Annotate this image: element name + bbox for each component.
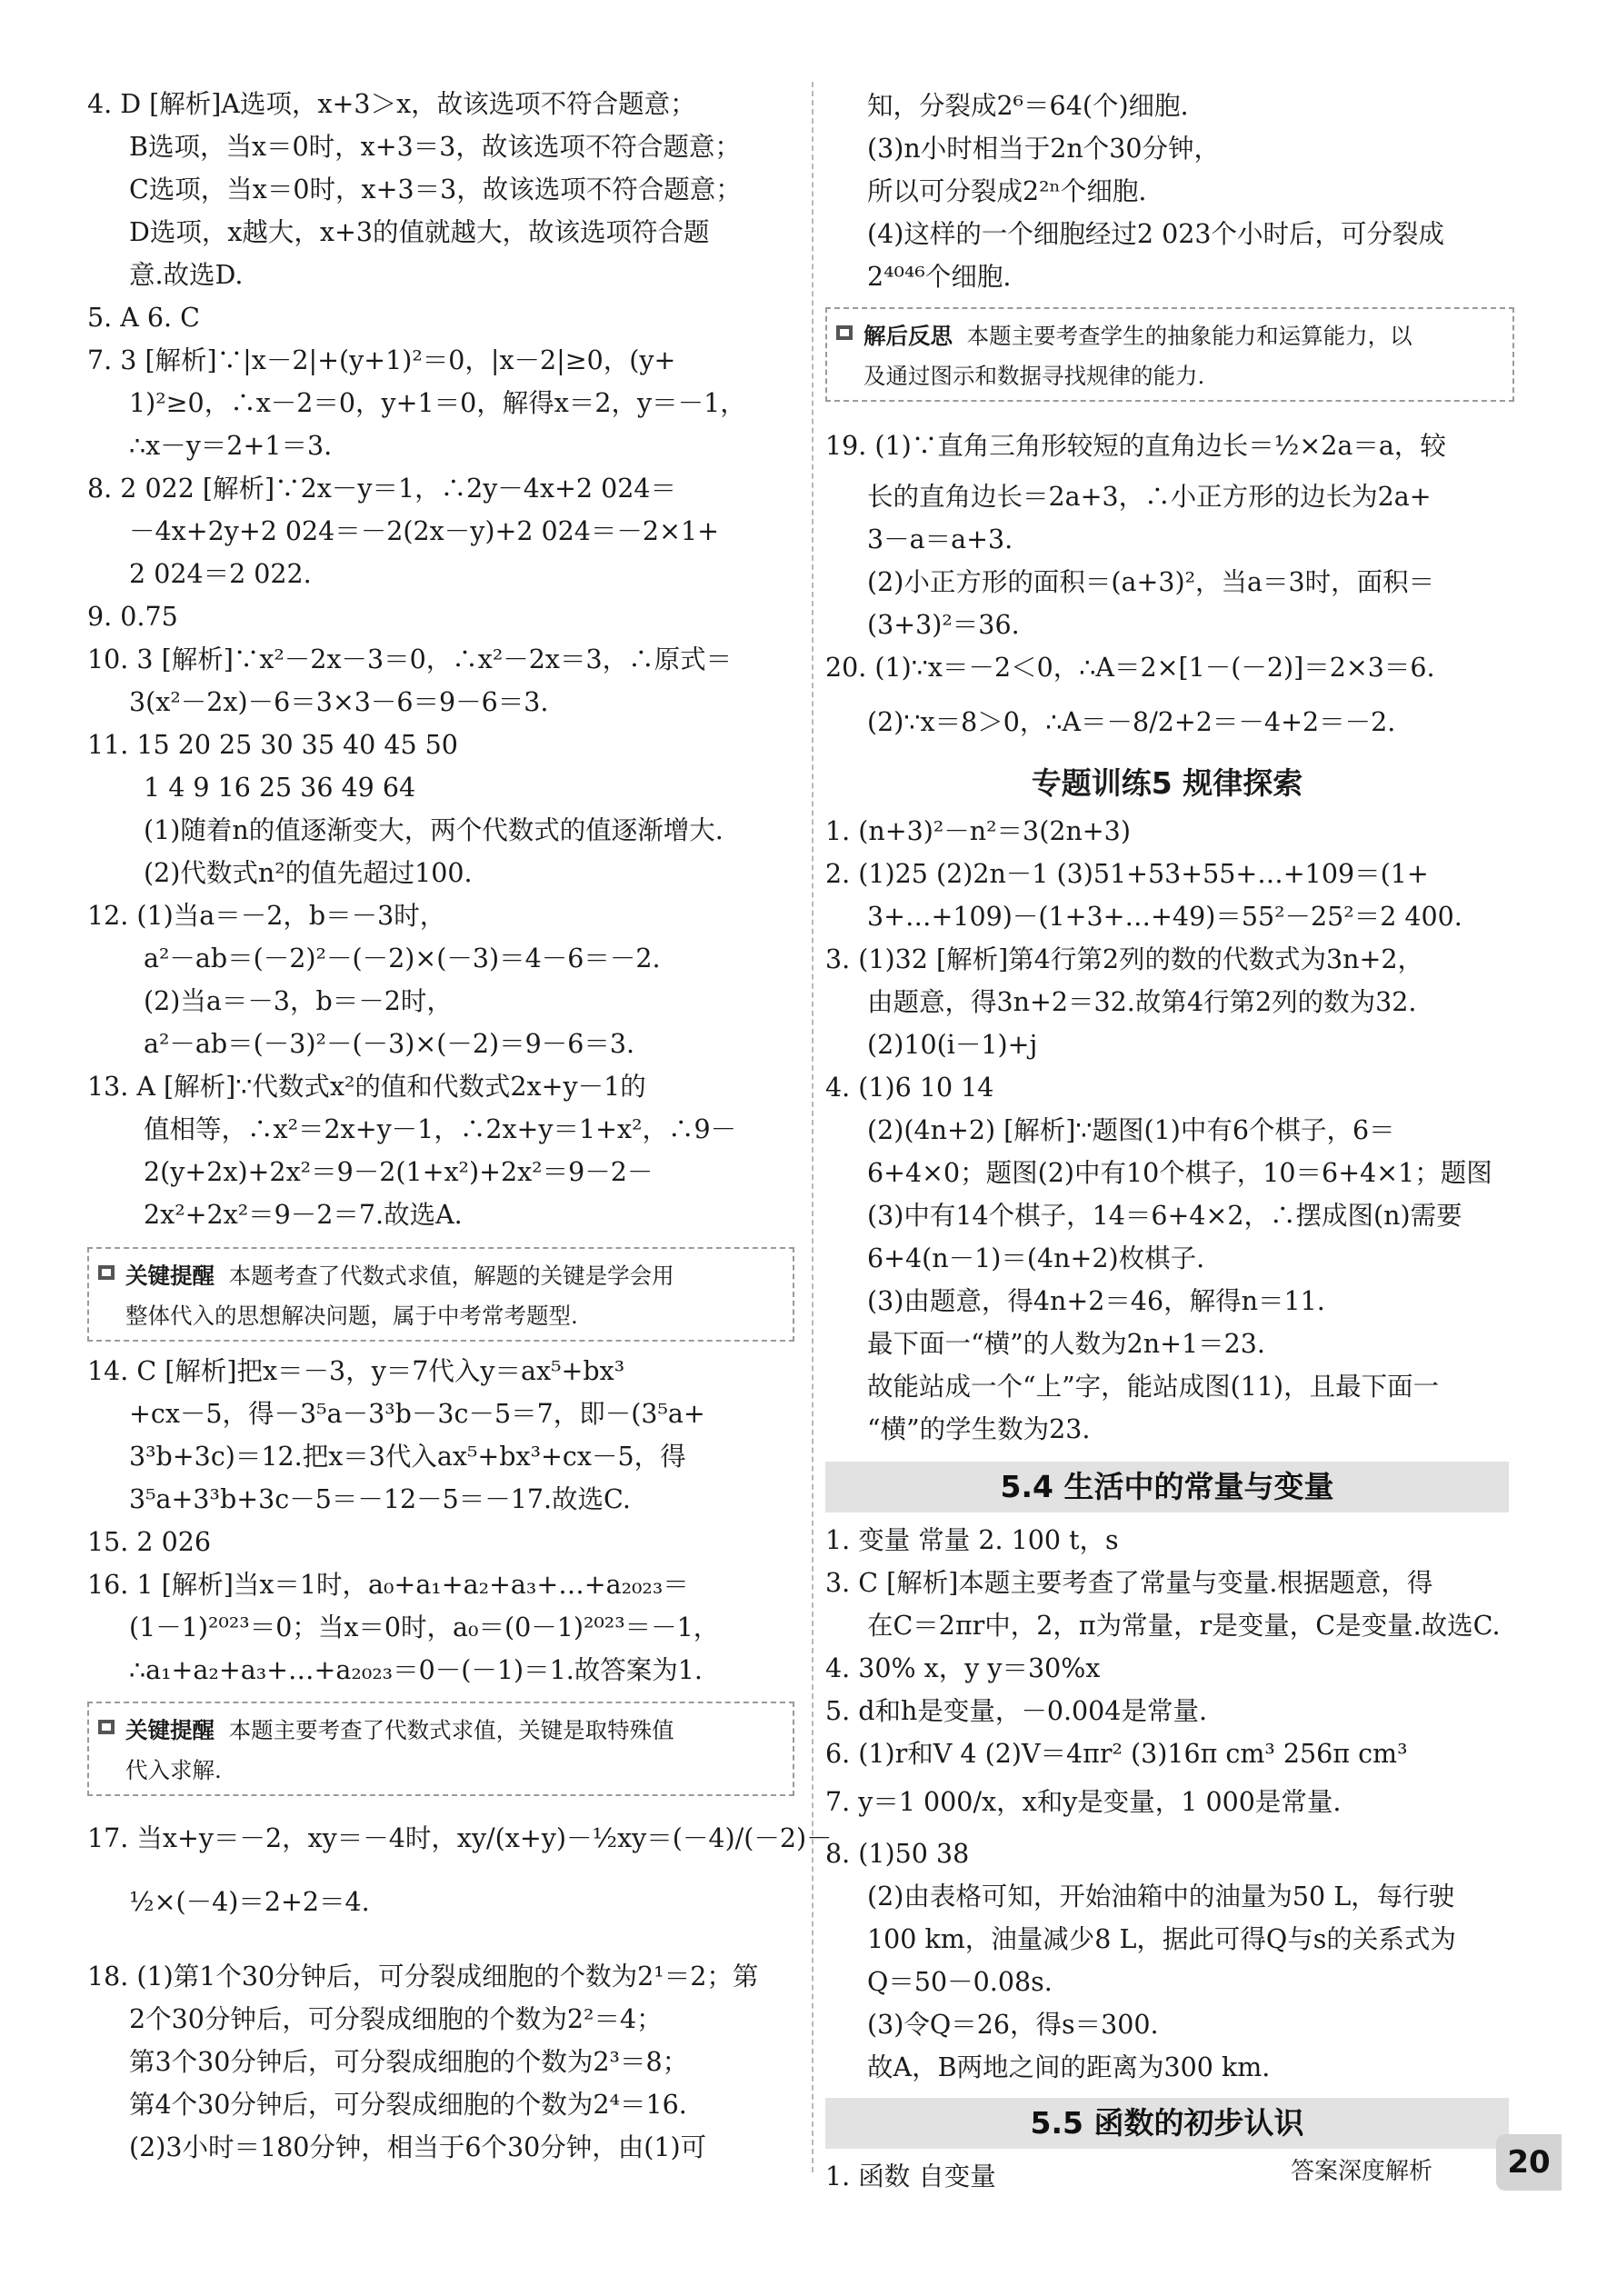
answer-line: 10. 3 [解析]∵x²－2x－3＝0，∴x²－2x＝3，∴原式＝ — [87, 644, 733, 674]
answer-line: 17. 当x+y＝－2，xy＝－4时，xy/(x+y)－½xy＝(－4)/(－2)－ — [87, 1823, 833, 1853]
answer-line: 13. A [解析]∵代数式x²的值和代数式2x+y－1的 — [87, 1072, 646, 1102]
tip-text: 本题考查了代数式求值，解题的关键是学会用 — [228, 1263, 674, 1289]
answer-line: 最下面一“横”的人数为2n+1＝23. — [867, 1329, 1265, 1359]
answer-line: 长的直角边长＝2a+3，∴小正方形的边长为2a+ — [867, 482, 1432, 512]
answer-line: (2)(4n+2) [解析]∵题图(1)中有6个棋子，6＝ — [867, 1115, 1395, 1145]
column-divider — [812, 82, 813, 2172]
answer-line: 故A，B两地之间的距离为300 km. — [867, 2052, 1271, 2082]
section-banner: 5.4 生活中的常量与变量 — [825, 1462, 1509, 1512]
answer-line: 8. 2 022 [解析]∵2x－y＝1，∴2y－4x+2 024＝ — [87, 474, 676, 504]
answer-line: (3)中有14个棋子，14＝6+4×2，∴摆成图(n)需要 — [867, 1201, 1462, 1231]
answer-line: 2x²+2x²＝9－2＝7.故选A. — [144, 1200, 463, 1230]
tip-text: 整体代入的思想解决问题，属于中考常考题型. — [125, 1303, 578, 1329]
answer-line: Q＝50－0.08s. — [867, 1967, 1053, 1997]
answer-line: 2个30分钟后，可分裂成细胞的个数为2²＝4； — [129, 2004, 663, 2034]
answer-line: (2)3小时＝180分钟，相当于6个30分钟，由(1)可 — [129, 2132, 707, 2162]
answer-line: C选项，当x＝0时，x+3＝3，故该选项不符合题意； — [129, 175, 742, 205]
tip-text: 及通过图示和数据寻找规律的能力. — [863, 363, 1205, 389]
key-tip-box — [87, 1702, 794, 1796]
answer-line: (3+3)²＝36. — [867, 610, 1020, 640]
answer-line: －4x+2y+2 024＝－2(2x－y)+2 024＝－2×1+ — [129, 516, 719, 546]
answer-line: 1. (n+3)²－n²＝3(2n+3) — [825, 816, 1131, 846]
answer-line: 4. 30% x，y y＝30%x — [825, 1653, 1101, 1683]
answer-line: 意.故选D. — [129, 260, 244, 290]
answer-line: 第3个30分钟后，可分裂成细胞的个数为2³＝8； — [129, 2047, 689, 2077]
answer-line: (4)这样的一个细胞经过2 023个小时后，可分裂成 — [867, 219, 1444, 249]
answer-line: D选项，x越大，x+3的值就越大，故该选项符合题 — [129, 217, 710, 247]
answer-line: 3－a＝a+3. — [867, 524, 1013, 554]
answer-line: 20. (1)∵x＝－2＜0，∴A＝2×[1－(－2)]＝2×3＝6. — [825, 653, 1435, 683]
answer-line: 6+4×0；题图(2)中有10个棋子，10＝6+4×1；题图 — [867, 1158, 1492, 1188]
tip-text: 代入求解. — [125, 1757, 222, 1783]
answer-line: 3+…+109)－(1+3+…+49)＝55²－25²＝2 400. — [867, 902, 1462, 932]
tip-text: 本题主要考查了代数式求值，关键是取特殊值 — [228, 1717, 674, 1743]
answer-line: 4. (1)6 10 14 — [825, 1073, 994, 1103]
answer-line: 3(x²－2x)－6＝3×3－6＝9－6＝3. — [129, 687, 549, 717]
answer-line: 7. y＝1 000/x，x和y是变量，1 000是常量. — [825, 1787, 1342, 1817]
answer-line: 故能站成一个“上”字，能站成图(11)，且最下面一 — [867, 1372, 1440, 1402]
tip-text: 本题主要考查学生的抽象能力和运算能力，以 — [966, 323, 1412, 349]
tip-label: 关键提醒 — [125, 1263, 215, 1289]
answer-line: “横”的学生数为23. — [867, 1414, 1091, 1444]
answer-line: (2)∵x＝8＞0，∴A＝－8/2+2＝－4+2＝－2. — [867, 707, 1396, 737]
answer-line: 6+4(n－1)＝(4n+2)枚棋子. — [867, 1243, 1205, 1273]
answer-line: 1. 函数 自变量 — [825, 2161, 996, 2191]
answer-line: (3)令Q＝26，得s＝300. — [867, 2010, 1159, 2040]
answer-line: 在C＝2πr中，2，π为常量，r是变量，C是变量.故选C. — [867, 1611, 1501, 1641]
answer-line: a²－ab＝(－3)²－(－3)×(－2)＝9－6＝3. — [144, 1029, 635, 1059]
answer-line: 3⁵a+3³b+3c－5＝－12－5＝－17.故选C. — [129, 1484, 631, 1514]
tip-icon — [98, 1265, 115, 1280]
answer-line: 3. (1)32 [解析]第4行第2列的数的代数式为3n+2， — [825, 944, 1423, 974]
answer-line: 3. C [解析]本题主要考查了常量与变量.根据题意，得 — [825, 1568, 1433, 1598]
answer-line: (2)小正方形的面积＝(a+3)²，当a＝3时，面积＝ — [867, 567, 1435, 597]
key-tip-box — [87, 1247, 794, 1342]
answer-line: 所以可分裂成2²ⁿ个细胞. — [867, 176, 1147, 206]
answer-line: (3)由题意，得4n+2＝46，解得n＝11. — [867, 1286, 1325, 1316]
answer-line: 值相等，∴x²＝2x+y－1，∴2x+y＝1+x²，∴9－ — [144, 1114, 737, 1144]
reflection-icon — [836, 325, 853, 340]
answer-line: 由题意，得3n+2＝32.故第4行第2列的数为32. — [867, 987, 1417, 1017]
answer-line: 8. (1)50 38 — [825, 1839, 970, 1869]
tip-icon — [98, 1720, 115, 1734]
footer-label: 答案深度解析 — [1291, 2158, 1433, 2185]
answer-line: 11. 15 20 25 30 35 40 45 50 — [87, 730, 458, 760]
answer-line: (2)由表格可知，开始油箱中的油量为50 L，每行驶 — [867, 1882, 1455, 1912]
answer-line: (1)随着n的值逐渐变大，两个代数式的值逐渐增大. — [144, 815, 724, 845]
answer-line: B选项，当x＝0时，x+3＝3，故该选项不符合题意； — [129, 132, 741, 162]
tip-label: 解后反思 — [863, 323, 953, 349]
reflection-box — [825, 307, 1514, 402]
answer-line: 3³b+3c)＝12.把x＝3代入ax⁵+bx³+cx－5，得 — [129, 1442, 686, 1472]
section-heading: 专题训练5 规律探索 — [1031, 765, 1303, 801]
answer-line: 18. (1)第1个30分钟后，可分裂成细胞的个数为2¹＝2；第 — [87, 1962, 759, 1992]
answer-line: (2)10(i－1)+j — [867, 1030, 1038, 1060]
answer-line: 5. A 6. C — [87, 303, 200, 333]
answer-line: (1－1)²⁰²³＝0；当x＝0时，a₀＝(0－1)²⁰²³＝－1， — [129, 1612, 720, 1642]
answer-line: 5. d和h是变量，－0.004是常量. — [825, 1696, 1207, 1726]
answer-line: (2)当a＝－3，b＝－2时， — [144, 986, 453, 1016]
answer-line: 2(y+2x)+2x²＝9－2(1+x²)+2x²＝9－2－ — [144, 1157, 654, 1187]
answer-line: ∴a₁+a₂+a₃+…+a₂₀₂₃＝0－(－1)＝1.故答案为1. — [129, 1655, 703, 1685]
answer-line: 19. (1)∵直角三角形较短的直角边长＝½×2a＝a，较 — [825, 431, 1446, 461]
page-number: 20 — [1496, 2134, 1562, 2191]
answer-line: 2 024＝2 022. — [129, 559, 312, 589]
answer-line: ½×(－4)＝2+2＝4. — [129, 1887, 370, 1917]
answer-line: 知，分裂成2⁶＝64(个)细胞. — [867, 91, 1189, 121]
answer-line: 16. 1 [解析]当x＝1时，a₀+a₁+a₂+a₃+…+a₂₀₂₃＝ — [87, 1570, 689, 1600]
answer-line: 12. (1)当a＝－2，b＝－3时， — [87, 901, 446, 931]
answer-line: 100 km，油量减少8 L，据此可得Q与s的关系式为 — [867, 1924, 1456, 1954]
answer-line: 15. 2 026 — [87, 1527, 211, 1557]
section-banner: 5.5 函数的初步认识 — [825, 2098, 1509, 2149]
answer-line: 2. (1)25 (2)2n－1 (3)51+53+55+…+109＝(1+ — [825, 859, 1429, 889]
answer-line: 第4个30分钟后，可分裂成细胞的个数为2⁴＝16. — [129, 2090, 687, 2120]
answer-line: (3)n小时相当于2n个30分钟， — [867, 134, 1220, 164]
answer-line: 1 4 9 16 25 36 49 64 — [144, 773, 416, 803]
answer-line: 2⁴⁰⁴⁶个细胞. — [867, 262, 1012, 292]
answer-line: 7. 3 [解析]∵|x－2|+(y+1)²＝0，|x－2|≥0，(y+ — [87, 345, 676, 375]
answer-line: 1)²≥0，∴x－2＝0，y+1＝0，解得x＝2，y＝－1， — [129, 388, 746, 418]
answer-line: 6. (1)r和V 4 (2)V＝4πr² (3)16π cm³ 256π cm³ — [825, 1739, 1408, 1769]
answer-line: a²－ab＝(－2)²－(－2)×(－3)＝4－6＝－2. — [144, 943, 661, 973]
answer-line: 14. C [解析]把x＝－3，y＝7代入y＝ax⁵+bx³ — [87, 1356, 625, 1386]
answer-line: +cx－5，得－3⁵a－3³b－3c－5＝7，即－(3⁵a+ — [129, 1399, 705, 1429]
answer-line: ∴x－y＝2+1＝3. — [129, 431, 333, 461]
answer-line: 9. 0.75 — [87, 602, 178, 632]
answer-line: (2)代数式n²的值先超过100. — [144, 858, 473, 888]
answer-line: 4. D [解析]A选项，x+3＞x，故该选项不符合题意； — [87, 89, 696, 119]
answer-line: 1. 变量 常量 2. 100 t，s — [825, 1525, 1119, 1555]
tip-label: 关键提醒 — [125, 1717, 215, 1743]
